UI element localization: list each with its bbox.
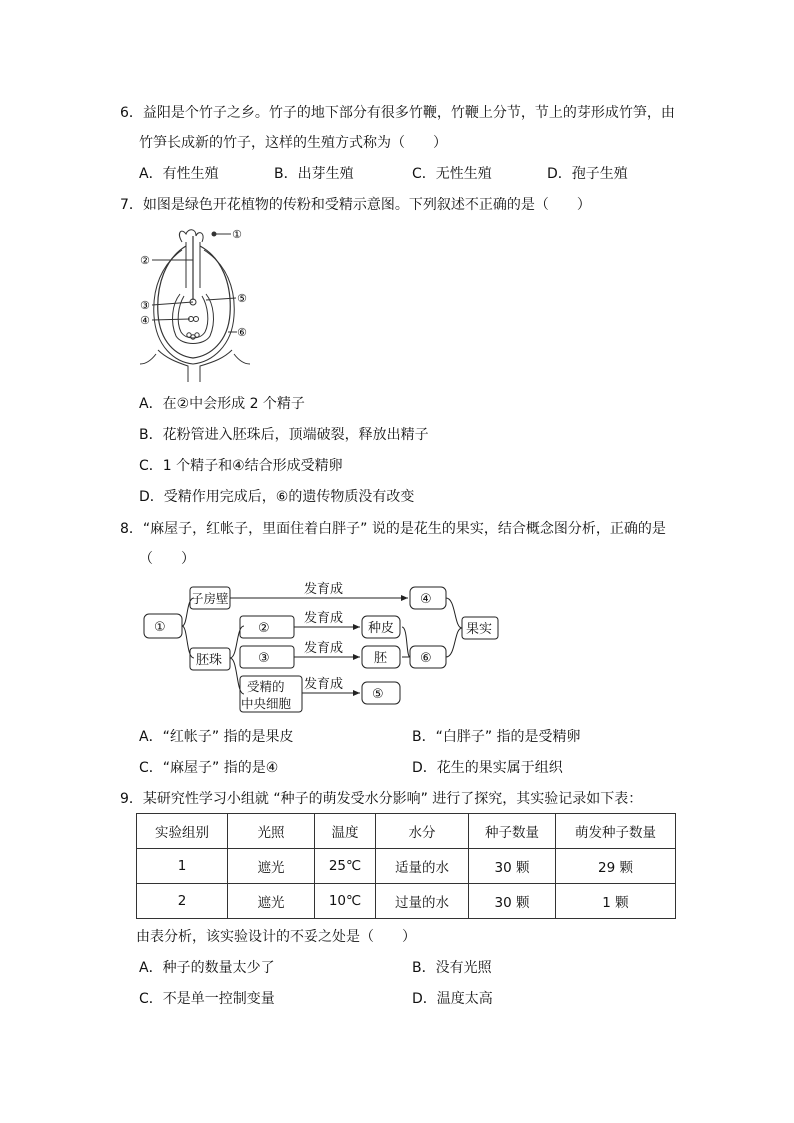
table-header-cell: 水分 [376, 814, 469, 849]
peanut-concept-map [140, 578, 510, 716]
q7-option-b: B．花粉管进入胚珠后，顶端破裂，释放出精子 [139, 427, 429, 443]
concept-fertilized-cell-line2: 中央细胞 [241, 696, 292, 711]
q9-option-d: D．温度太高 [412, 991, 493, 1007]
diagram-label-1: ① [232, 228, 242, 241]
diagram-label-6: ⑥ [237, 326, 247, 339]
table-header-cell: 萌发种子数量 [556, 814, 676, 849]
q6-option-d: D．孢子生殖 [547, 166, 628, 182]
q7-option-d: D．受精作用完成后，⑥的遗传物质没有改变 [139, 489, 415, 505]
table-row [137, 849, 676, 884]
concept-seed-coat: 种皮 [368, 621, 395, 636]
q9-stem: 9．某研究性学习小组就 “种子的萌发受水分影响” 进行了探究，其实验记录如下表： [120, 791, 643, 807]
table-cell: 适量的水 [376, 849, 469, 884]
q8-stem-line2: （ ） [139, 551, 195, 567]
concept-ovule: 胚珠 [196, 653, 223, 668]
q6-option-c: C．无性生殖 [412, 166, 492, 182]
concept-node-6: ⑥ [420, 651, 432, 666]
q8-stem-line1: 8．“麻屋子，红帐子，里面住着白胖子” 说的是花生的果实，结合概念图分析，正确的是 [120, 521, 666, 537]
diagram-label-2: ② [140, 254, 150, 267]
table-cell: 30 颗 [469, 849, 556, 884]
table-cell: 30 颗 [469, 884, 556, 919]
table-cell: 29 颗 [556, 849, 676, 884]
diagram-label-3: ③ [140, 299, 150, 312]
table-cell: 10℃ [315, 884, 376, 919]
q6-stem-line2: 竹笋长成新的竹子，这样的生殖方式称为（ ） [139, 135, 447, 151]
q9-option-a: A．种子的数量太少了 [139, 960, 275, 976]
arrow-label-4: 发育成 [304, 677, 344, 692]
q8-option-b: B．“白胖子” 指的是受精卵 [412, 729, 581, 745]
q8-option-c: C．“麻屋子” 指的是④ [139, 760, 279, 776]
q9-option-c: C．不是单一控制变量 [139, 991, 275, 1007]
table-cell: 1 颗 [556, 884, 676, 919]
q7-stem: 7．如图是绿色开花植物的传粉和受精示意图。下列叙述不正确的是（ ） [120, 197, 591, 213]
arrow-label-1: 发育成 [304, 582, 344, 597]
q6-option-b: B．出芽生殖 [274, 166, 354, 182]
concept-embryo: 胚 [374, 651, 388, 666]
arrow-label-2: 发育成 [304, 611, 344, 626]
concept-ovary-wall: 子房壁 [191, 591, 229, 606]
q9-followup: 由表分析，该实验设计的不妥之处是（ ） [136, 929, 416, 945]
table-cell: 过量的水 [376, 884, 469, 919]
concept-node-3: ③ [258, 651, 270, 666]
table-header-cell: 种子数量 [469, 814, 556, 849]
table-header-row [137, 814, 676, 849]
table-row [137, 884, 676, 919]
diagram-label-5: ⑤ [237, 292, 247, 305]
flower-fertilization-diagram [136, 224, 254, 384]
concept-fertilized-cell-line1: 受精的 [247, 679, 285, 694]
concept-fruit: 果实 [466, 622, 493, 637]
table-cell: 1 [137, 849, 228, 884]
table-header-cell: 温度 [315, 814, 376, 849]
q6-stem-line1: 6．益阳是个竹子之乡。竹子的地下部分有很多竹鞭，竹鞭上分节，节上的芽形成竹笋，由 [120, 105, 675, 121]
table-header-cell: 实验组别 [137, 814, 228, 849]
table-cell: 遮光 [228, 849, 315, 884]
q8-option-a: A．“红帐子” 指的是果皮 [139, 729, 294, 745]
table-cell: 2 [137, 884, 228, 919]
concept-node-2: ② [258, 621, 270, 636]
q6-option-a: A．有性生殖 [139, 166, 219, 182]
table-cell: 25℃ [315, 849, 376, 884]
q7-option-c: C．1 个精子和④结合形成受精卵 [139, 458, 343, 474]
experiment-table [136, 813, 676, 919]
q8-option-d: D．花生的果实属于组织 [412, 760, 563, 776]
table-header-cell: 光照 [228, 814, 315, 849]
q7-option-a: A．在②中会形成 2 个精子 [139, 396, 305, 412]
arrow-label-3: 发育成 [304, 641, 344, 656]
concept-node-1: ① [154, 620, 166, 635]
concept-node-5: ⑤ [372, 687, 384, 702]
table-cell: 遮光 [228, 884, 315, 919]
concept-node-4: ④ [420, 592, 432, 607]
diagram-label-4: ④ [140, 314, 150, 327]
q9-option-b: B．没有光照 [412, 960, 492, 976]
